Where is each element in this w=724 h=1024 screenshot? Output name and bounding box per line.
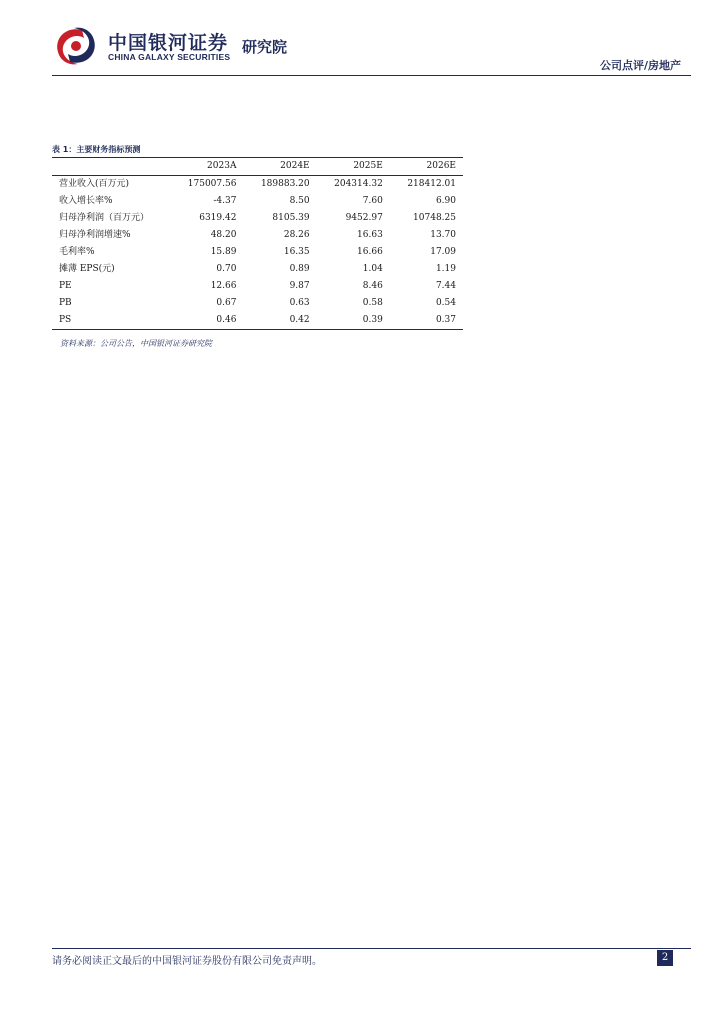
table-cell: 0.42 bbox=[289, 315, 310, 325]
column-header: 2025E bbox=[353, 161, 383, 171]
table-cell: 16.66 bbox=[357, 247, 383, 257]
row-label: PB bbox=[59, 298, 72, 308]
column-header: 2023A bbox=[207, 161, 237, 171]
header-divider bbox=[52, 75, 691, 76]
row-label: PS bbox=[59, 315, 72, 325]
table-cell: 16.63 bbox=[357, 230, 383, 240]
table-cell: 8.50 bbox=[289, 196, 310, 206]
table-cell: 17.09 bbox=[430, 247, 456, 257]
disclaimer-text: 请务必阅读正文最后的中国银河证券股份有限公司免责声明。 bbox=[52, 956, 322, 967]
footer-divider bbox=[52, 948, 691, 949]
table-cell: 0.63 bbox=[289, 298, 310, 308]
table-cell: 175007.56 bbox=[187, 179, 237, 189]
table-row bbox=[52, 176, 463, 194]
table-cell: 7.60 bbox=[362, 196, 383, 206]
table-row bbox=[52, 312, 463, 330]
table-row bbox=[52, 244, 463, 261]
table-row bbox=[52, 210, 463, 227]
table-cell: 0.58 bbox=[362, 298, 383, 308]
table-cell: 13.70 bbox=[430, 230, 456, 240]
column-header: 2024E bbox=[280, 161, 310, 171]
table-cell: 9452.97 bbox=[345, 213, 383, 223]
table-cell: 28.26 bbox=[283, 230, 310, 240]
row-label: PE bbox=[59, 281, 72, 291]
table-cell: 0.46 bbox=[216, 315, 237, 325]
table-row bbox=[52, 295, 463, 312]
table-title: 表 1：主要财务指标预测 bbox=[52, 145, 141, 154]
table-cell: 204314.32 bbox=[334, 179, 383, 189]
table-cell: 0.37 bbox=[435, 315, 456, 325]
table-cell: 1.04 bbox=[362, 264, 383, 274]
table-cell: 15.89 bbox=[210, 247, 237, 257]
table-row bbox=[52, 261, 463, 278]
row-label: 毛利率% bbox=[59, 247, 95, 257]
table-source-note: 资料来源：公司公告，中国银河证券研究院 bbox=[60, 339, 212, 348]
table-cell: 9.87 bbox=[289, 281, 310, 291]
table-row bbox=[52, 278, 463, 295]
table-cell: 8.46 bbox=[362, 281, 383, 291]
table-cell: 0.70 bbox=[216, 264, 237, 274]
table-cell: -4.37 bbox=[213, 196, 237, 206]
table-cell: 6.90 bbox=[435, 196, 456, 206]
table-cell: 48.20 bbox=[210, 230, 237, 240]
table-cell: 0.89 bbox=[289, 264, 310, 274]
column-header: 2026E bbox=[426, 161, 456, 171]
row-label: 收入增长率% bbox=[59, 196, 113, 206]
column-header bbox=[52, 158, 170, 176]
table-cell: 218412.01 bbox=[407, 179, 456, 189]
financial-forecast-table bbox=[52, 157, 463, 330]
table-cell: 1.19 bbox=[435, 264, 456, 274]
row-label: 归母净利润增速% bbox=[59, 230, 131, 240]
institute-label: 研究院 bbox=[242, 38, 288, 56]
table-row bbox=[52, 227, 463, 244]
table-cell: 8105.39 bbox=[272, 213, 310, 223]
table-row bbox=[52, 193, 463, 210]
table-header-row bbox=[52, 158, 463, 176]
page-number: 2 bbox=[657, 950, 673, 966]
row-label: 营业收入(百万元) bbox=[59, 179, 130, 189]
table-cell: 16.35 bbox=[283, 247, 310, 257]
galaxy-logo-icon bbox=[52, 24, 100, 68]
logo-english-name: CHINA GALAXY SECURITIES bbox=[108, 52, 231, 62]
row-label: 摊薄 EPS(元) bbox=[59, 264, 115, 274]
table-cell: 12.66 bbox=[210, 281, 237, 291]
table-cell: 0.39 bbox=[362, 315, 383, 325]
table-cell: 0.67 bbox=[216, 298, 237, 308]
table-cell: 7.44 bbox=[435, 281, 456, 291]
logo-chinese-name: 中国银河证券 bbox=[108, 32, 229, 54]
table-cell: 10748.25 bbox=[413, 213, 456, 223]
report-type-label: 公司点评/房地产 bbox=[599, 59, 681, 72]
row-label: 归母净利润（百万元） bbox=[59, 213, 150, 223]
table-cell: 189883.20 bbox=[260, 179, 310, 189]
table-cell: 6319.42 bbox=[199, 213, 237, 223]
table-cell: 0.54 bbox=[435, 298, 456, 308]
